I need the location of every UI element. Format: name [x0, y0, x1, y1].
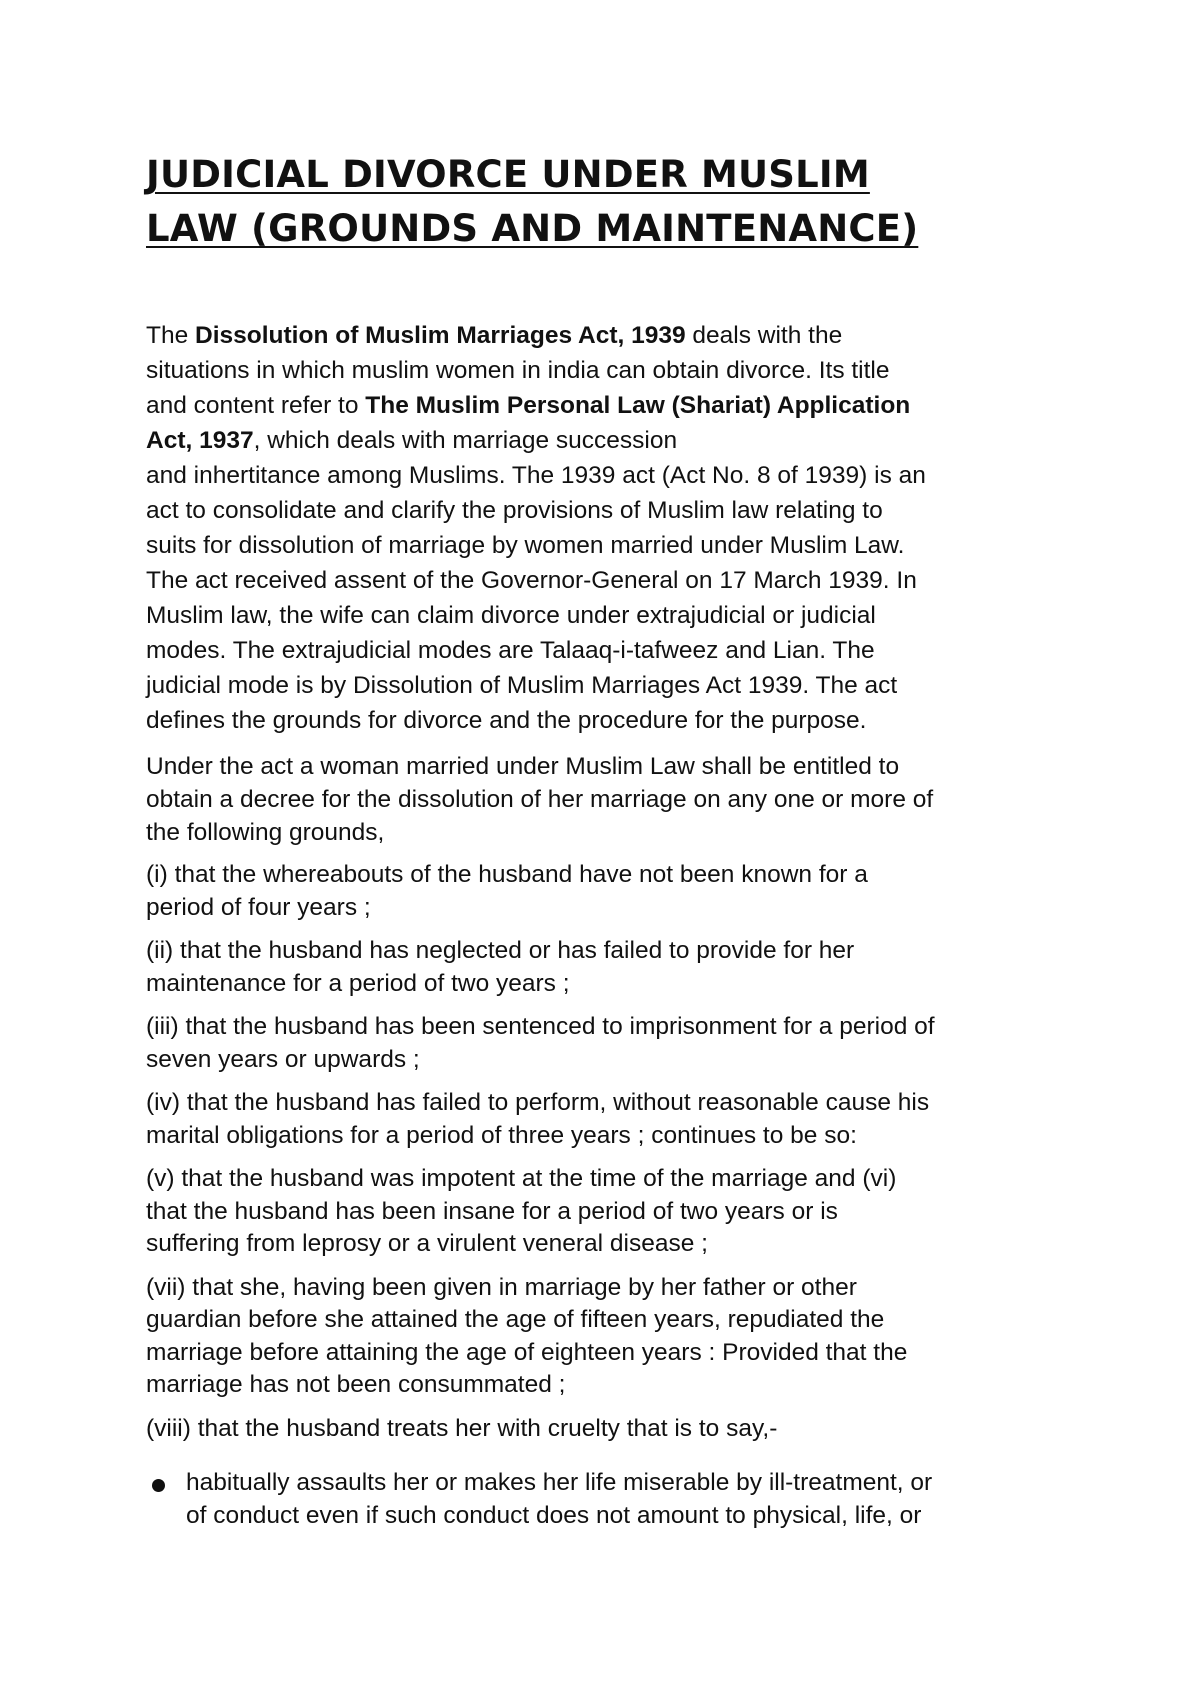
intro-line: Muslim law, the wife can claim divorce under extrajudicial or judicial — [146, 602, 876, 629]
intro-line: and inhertitance among Muslims. The 1939 act (Act No. 8 of 1939) is an — [146, 462, 926, 489]
intro-line: modes. The extrajudicial modes are Talaaq-i-tafweez and Lian. The — [146, 637, 875, 664]
ground-line: period of four years ; — [146, 893, 371, 921]
act-name-1939: Dissolution of Muslim Marriages Act, 1939 — [195, 322, 686, 349]
act-name-1937-year: Act, 1937 — [146, 427, 254, 454]
intro-line: act to consolidate and clarify the provisions of Muslim law relating to — [146, 497, 883, 524]
paragraph-line: Under the act a woman married under Muslim Law shall be entitled to — [146, 753, 900, 780]
ground-v-vi — [146, 1163, 1076, 1261]
text-run: , which deals with marriage succession — [253, 427, 678, 454]
ground-line: marriage before attaining the age of eighteen years : Provided that the — [146, 1338, 908, 1366]
intro-line: The act received assent of the Governor-General on 17 March 1939. In — [146, 567, 917, 594]
ground-i — [146, 859, 1076, 924]
ground-line: (iii) that the husband has been sentenced to imprisonment for a period of — [146, 1013, 935, 1040]
text-run: and content refer to — [146, 392, 366, 419]
title-line-2: LAW (GROUNDS AND MAINTENANCE) — [146, 207, 919, 250]
ground-iv — [146, 1087, 1076, 1152]
bullet-line: of conduct even if such conduct does not amount to physical, life, or — [186, 1501, 922, 1529]
document-body — [146, 318, 1076, 1532]
ground-line: (iv) that the husband has failed to perform, without reasonable cause his — [146, 1089, 930, 1116]
ground-line: that the husband has been insane for a period of two years or is — [146, 1197, 838, 1225]
ground-line: seven years or upwards ; — [146, 1045, 420, 1073]
intro-paragraph — [146, 318, 1076, 738]
ground-line: maintenance for a period of two years ; — [146, 969, 570, 997]
act-name-1937: The Muslim Personal Law (Shariat) Application — [365, 392, 911, 419]
paragraph-line: obtain a decree for the dissolution of her marriage on any one or more of — [146, 786, 934, 813]
ground-line: (viii) that the husband treats her with cruelty that is to say,- — [146, 1414, 778, 1442]
intro-line: situations in which muslim women in india can obtain divorce. Its title — [146, 357, 890, 384]
ground-line: (v) that the husband was impotent at the time of the marriage and (vi) — [146, 1165, 897, 1192]
ground-line: (ii) that the husband has neglected or has failed to provide for her — [146, 937, 855, 964]
ground-ii — [146, 935, 1076, 1000]
ground-line: marriage has not been consummated ; — [146, 1371, 566, 1398]
ground-viii — [146, 1413, 1076, 1446]
ground-line: marital obligations for a period of three years ; continues to be so: — [146, 1121, 857, 1149]
bullet-line: habitually assaults her or makes her life miserable by ill-treatment, or — [186, 1469, 933, 1496]
ground-line: (vii) that she, having been given in marriage by her father or other — [146, 1273, 857, 1301]
intro-line: defines the grounds for divorce and the procedure for the purpose. — [146, 707, 867, 734]
ground-vii — [146, 1272, 1076, 1402]
intro-line: judicial mode is by Dissolution of Muslim Marriages Act 1939. The act — [146, 672, 898, 699]
ground-iii — [146, 1011, 1076, 1076]
bullet-icon — [152, 1479, 165, 1492]
text-run: deals with the — [685, 322, 843, 349]
page-title — [146, 148, 1066, 256]
ground-line: suffering from leprosy or a virulent veneral disease ; — [146, 1230, 708, 1257]
grounds-intro-paragraph — [146, 750, 1076, 849]
intro-line: suits for dissolution of marriage by women married under Muslim Law. — [146, 532, 905, 559]
ground-line: (i) that the whereabouts of the husband have not been known for a — [146, 861, 868, 888]
grounds-list — [146, 859, 1076, 1445]
text-run: The — [146, 322, 196, 349]
ground-line: guardian before she attained the age of fifteen years, repudiated the — [146, 1306, 885, 1333]
cruelty-bullet-item — [146, 1467, 1076, 1532]
title-line-1: JUDICIAL DIVORCE UNDER MUSLIM — [146, 153, 870, 196]
paragraph-line: the following grounds, — [146, 819, 385, 846]
